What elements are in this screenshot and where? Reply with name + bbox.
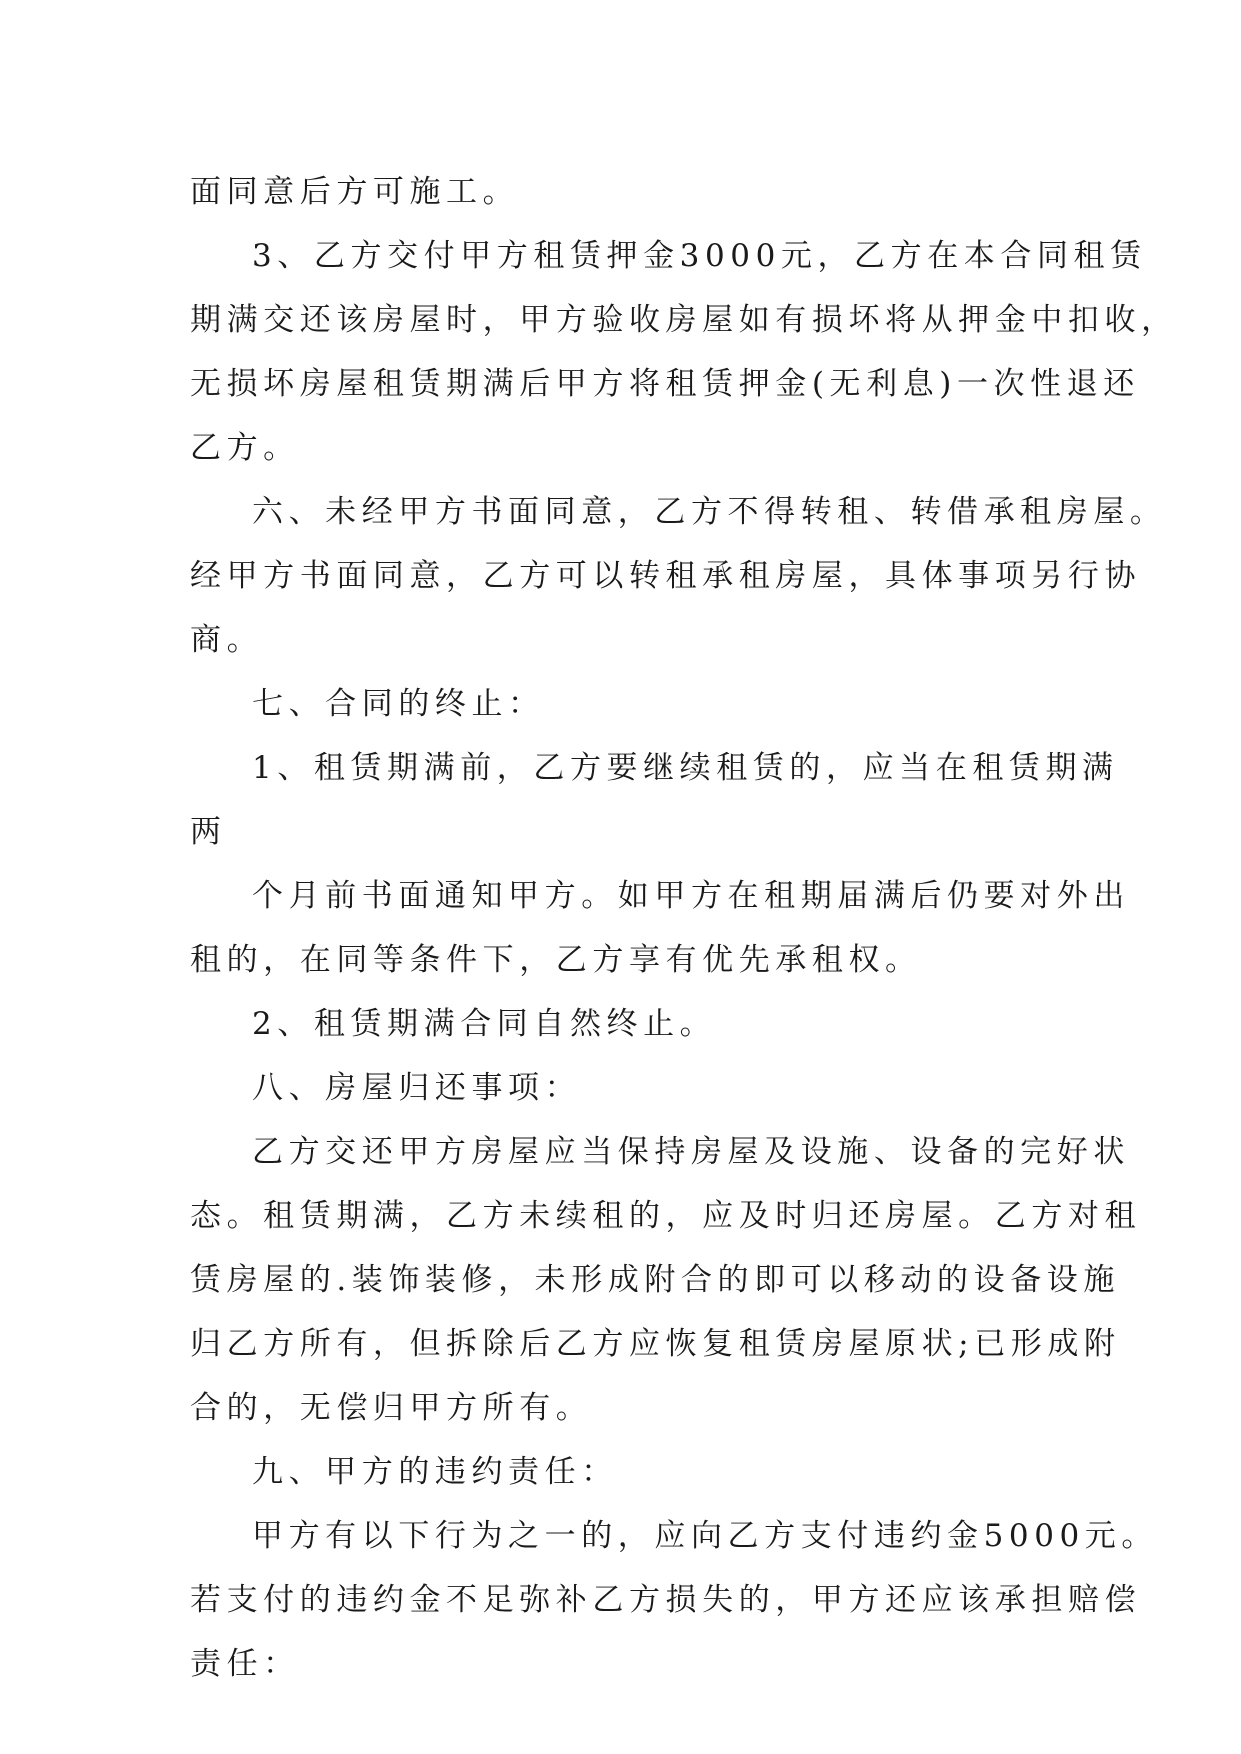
section-heading: 九、甲方的违约责任：	[252, 1454, 618, 1490]
text-line: 个月前书面通知甲方。如甲方在租期届满后仍要对外出	[252, 878, 1130, 914]
text-line: 若支付的违约金不足弥补乙方损失的，甲方还应该承担赔偿	[190, 1582, 1142, 1618]
text-line: 面同意后方可施工。	[190, 174, 520, 210]
text-line: 租的，在同等条件下，乙方享有优先承租权。	[190, 942, 922, 978]
text-line: 3、乙方交付甲方租赁押金3000元，乙方在本合同租赁	[252, 238, 1147, 274]
document-body	[190, 160, 1178, 1696]
text-line: 赁房屋的.装饰装修，未形成附合的即可以移动的设备设施	[190, 1262, 1120, 1298]
section-heading: 七、合同的终止：	[252, 686, 545, 722]
text-line: 六、未经甲方书面同意，乙方不得转租、转借承租房屋。	[252, 494, 1167, 530]
text-line: 经甲方书面同意，乙方可以转租承租房屋，具体事项另行协	[190, 558, 1142, 594]
text-line: 1、租赁期满前，乙方要继续租赁的，应当在租赁期满	[252, 750, 1119, 786]
text-line: 态。租赁期满，乙方未续租的，应及时归还房屋。乙方对租	[190, 1198, 1142, 1234]
text-line: 无损坏房屋租赁期满后甲方将租赁押金(无利息)一次性退还	[190, 366, 1140, 402]
text-line: 归乙方所有，但拆除后乙方应恢复租赁房屋原状;已形成附	[190, 1326, 1121, 1362]
text-line: 两	[190, 814, 227, 850]
text-line: 期满交还该房屋时，甲方验收房屋如有损坏将从押金中扣收，	[190, 302, 1178, 338]
text-line: 合的，无偿归甲方所有。	[190, 1390, 593, 1426]
text-line: 责任：	[190, 1646, 300, 1682]
text-line: 甲方有以下行为之一的，应向乙方支付违约金5000元。	[252, 1518, 1158, 1554]
text-line: 乙方交还甲方房屋应当保持房屋及设施、设备的完好状	[252, 1134, 1130, 1170]
text-line: 2、租赁期满合同自然终止。	[252, 1006, 717, 1042]
text-line: 乙方。	[190, 430, 300, 466]
text-line: 商。	[190, 622, 264, 658]
section-heading: 八、房屋归还事项：	[252, 1070, 582, 1106]
